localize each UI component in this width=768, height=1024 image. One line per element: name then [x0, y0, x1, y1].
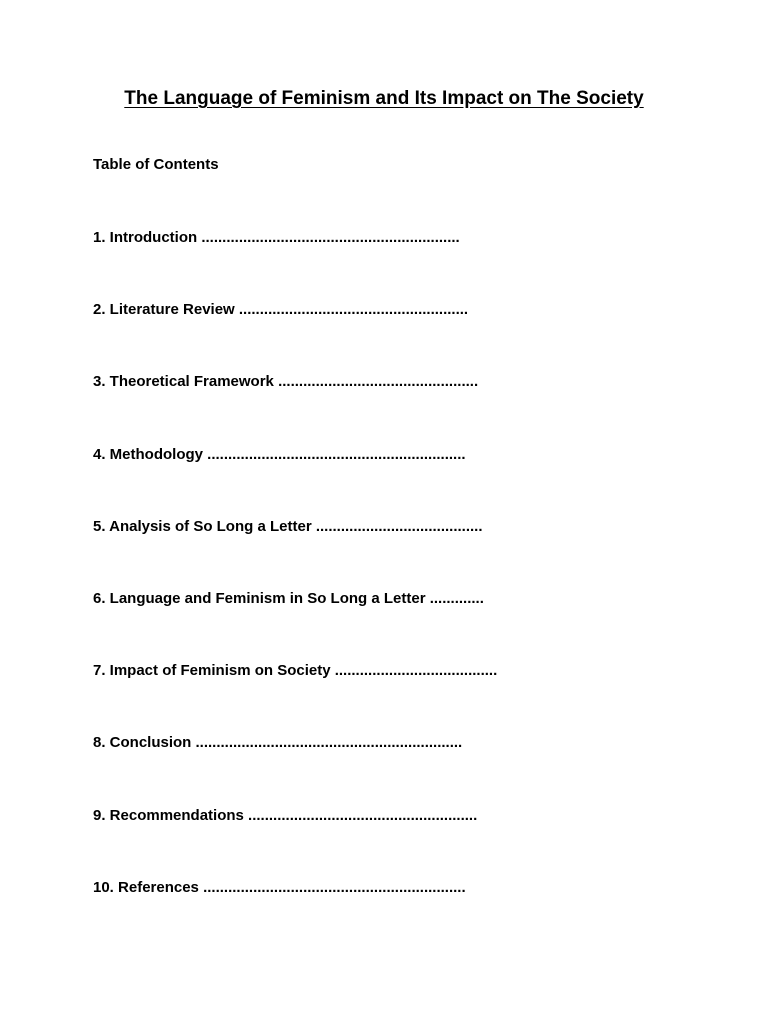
toc-entry-label: 2. Literature Review ....................................................... — [93, 301, 469, 319]
toc-entry-label: 8. Conclusion ................................................................ — [93, 734, 463, 752]
toc-entry-language-and-feminism[interactable] — [93, 589, 653, 661]
toc-entry-analysis[interactable] — [93, 517, 653, 589]
toc-entry-impact-of-feminism[interactable] — [93, 661, 653, 733]
toc-entry-methodology[interactable] — [93, 445, 653, 517]
toc-entry-label: 10. References ............................................................... — [93, 878, 466, 896]
toc-entry-label: 3. Theoretical Framework ................................................ — [93, 373, 479, 391]
toc-entry-label: 4. Methodology .............................................................. — [93, 445, 466, 463]
toc-entry-literature-review[interactable] — [93, 300, 653, 372]
toc-entry-label: 7. Impact of Feminism on Society ....................................... — [93, 662, 498, 680]
toc-entry-theoretical-framework[interactable] — [93, 372, 653, 444]
table-of-contents — [93, 228, 653, 950]
toc-entry-label: 5. Analysis of So Long a Letter ........................................ — [93, 517, 483, 535]
toc-entry-conclusion[interactable] — [93, 733, 653, 805]
toc-entry-references[interactable] — [93, 878, 653, 950]
toc-entry-label: 6. Language and Feminism in So Long a Letter ............. — [93, 589, 484, 607]
document-title: The Language of Feminism and Its Impact on The Society — [124, 88, 644, 109]
toc-entry-recommendations[interactable] — [93, 806, 653, 878]
toc-entry-introduction[interactable] — [93, 228, 653, 300]
toc-entry-label: 9. Recommendations ....................................................... — [93, 806, 478, 824]
toc-entry-label: 1. Introduction .............................................................. — [93, 229, 460, 246]
toc-heading: Table of Contents — [93, 156, 219, 173]
